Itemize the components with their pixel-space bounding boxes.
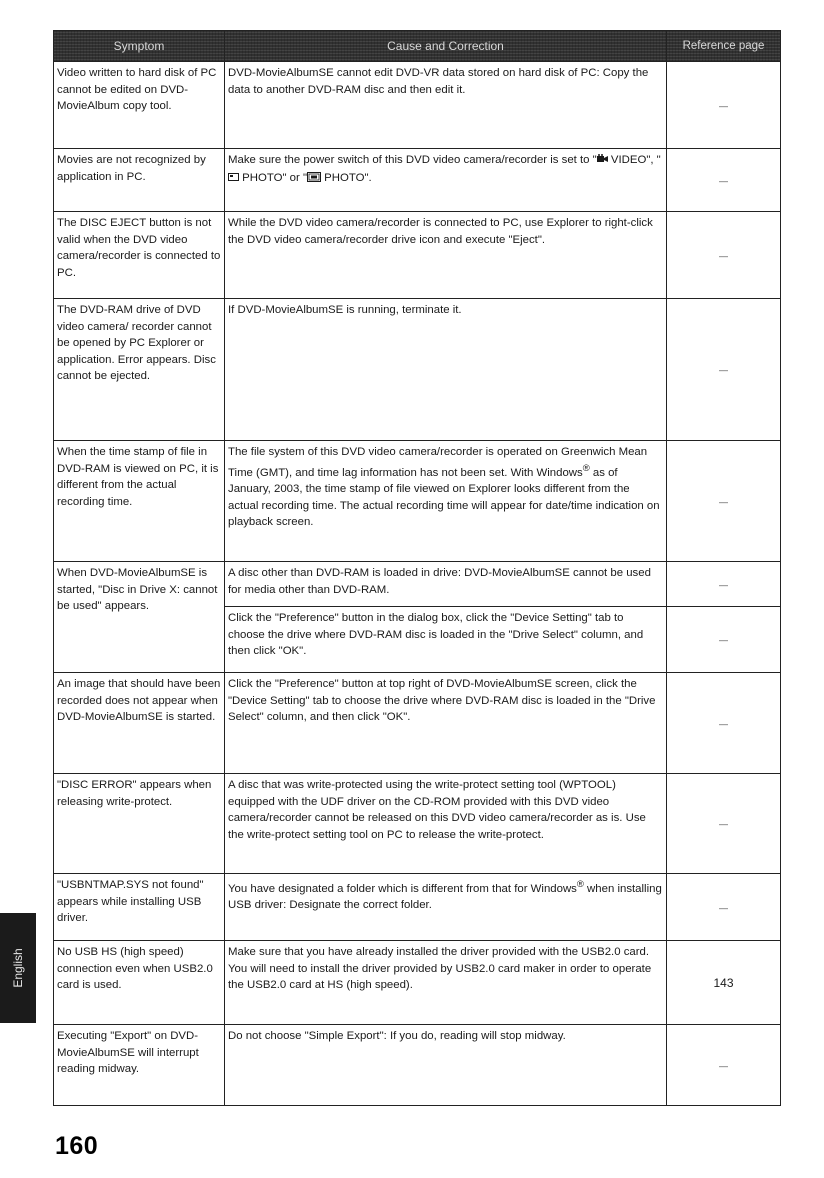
- reference-value: —: [719, 175, 728, 186]
- cause-cell: DVD-MovieAlbumSE cannot edit DVD-VR data stored on hard disk of PC: Copy the data to another DVD-RAM disc and then edit it.: [225, 62, 667, 149]
- reference-value: —: [719, 819, 728, 830]
- symptom-cell: No USB HS (high speed) connection even when USB2.0 card is used.: [54, 941, 225, 1025]
- symptom-cell: "USBNTMAP.SYS not found" appears while installing USB driver.: [54, 874, 225, 941]
- table-row: [54, 149, 781, 212]
- cause-cell: Do not choose "Simple Export": If you do, reading will stop midway.: [225, 1025, 667, 1106]
- reference-cell: [667, 149, 781, 212]
- reference-value: —: [719, 496, 728, 507]
- table-row: [54, 212, 781, 299]
- reference-value: —: [719, 718, 728, 729]
- header-cause-and-correction: Cause and Correction: [225, 31, 667, 62]
- registered-mark: ®: [576, 879, 584, 890]
- reference-cell: [667, 673, 781, 774]
- reference-cell: [667, 299, 781, 441]
- photo-card-icon: [307, 171, 321, 188]
- cause-cell: While the DVD video camera/recorder is connected to PC, use Explorer to right-click the DVD video camera/recorder drive icon and execute "Eject".: [225, 212, 667, 299]
- registered-mark: ®: [582, 462, 590, 474]
- cause-cell: Click the "Preference" button at top right of DVD-MovieAlbumSE screen, click the "Device Setting" tab to choose the drive where DVD-RAM disc is loaded in the "Drive Select" column, and then click "OK".: [225, 673, 667, 774]
- reference-cell: [667, 874, 781, 941]
- symptom-cell: The DISC EJECT button is not valid when the DVD video camera/recorder is connected to PC.: [54, 212, 225, 299]
- table-header-row: [54, 31, 781, 62]
- reference-value: —: [719, 579, 728, 590]
- symptom-cell: Executing "Export" on DVD-MovieAlbumSE will interrupt reading midway.: [54, 1025, 225, 1106]
- reference-cell: [667, 62, 781, 149]
- symptom-cell: Movies are not recognized by application in PC.: [54, 149, 225, 212]
- reference-value: —: [719, 100, 728, 111]
- table-row: [54, 1025, 781, 1106]
- table-row: [54, 299, 781, 441]
- header-reference-page: Reference page: [667, 31, 781, 62]
- reference-cell: [667, 562, 781, 607]
- page-number: 160: [55, 1132, 99, 1160]
- reference-value: 143: [713, 975, 734, 990]
- table-row: [54, 673, 781, 774]
- symptom-cell: An image that should have been recorded does not appear when DVD-MovieAlbumSE is started.: [54, 673, 225, 774]
- reference-cell: [667, 1025, 781, 1106]
- cause-cell: If DVD-MovieAlbumSE is running, terminate it.: [225, 299, 667, 441]
- table-row: [54, 441, 781, 562]
- cause-cell: Click the "Preference" button in the dialog box, click the "Device Setting" tab to choose the drive where DVD-RAM disc is loaded in the "Drive Select" column, and then click "OK".: [225, 607, 667, 673]
- symptom-cell: When DVD-MovieAlbumSE is started, "Disc in Drive X: cannot be used" appears.: [54, 562, 225, 673]
- troubleshooting-table: [53, 30, 781, 1106]
- reference-cell: [667, 774, 781, 874]
- symptom-cell: The DVD-RAM drive of DVD video camera/ recorder cannot be opened by PC Explorer or application. Error appears. Disc cannot be ejected.: [54, 299, 225, 441]
- cause-cell: Make sure the power switch of this DVD video camera/recorder is set to " VIDEO", " PHOTO" or " PHOTO".: [225, 149, 667, 212]
- header-symptom: Symptom: [54, 31, 225, 62]
- symptom-cell: Video written to hard disk of PC cannot be edited on DVD-MovieAlbum copy tool.: [54, 62, 225, 149]
- reference-cell: [667, 441, 781, 562]
- cause-cell: A disc that was write-protected using the write-protect setting tool (WPTOOL) equipped with the UDF driver on the CD-ROM provided with this DVD video camera/recorder cannot be released on this DVD video camera/recorder as is. Use the write-protect setting tool on PC to release the write-protect.: [225, 774, 667, 874]
- symptom-cell: When the time stamp of file in DVD-RAM is viewed on PC, it is different from the actual recording time.: [54, 441, 225, 562]
- cause-cell: You have designated a folder which is different from that for Windows® when installing USB driver: Designate the correct folder.: [225, 874, 667, 941]
- table-row: [54, 874, 781, 941]
- reference-cell: [667, 212, 781, 299]
- table-row: [54, 62, 781, 149]
- table-row: [54, 562, 781, 607]
- language-side-tab: [0, 913, 36, 1023]
- movie-camera-icon: [597, 153, 608, 170]
- cause-cell: A disc other than DVD-RAM is loaded in drive: DVD-MovieAlbumSE cannot be used for media other than DVD-RAM.: [225, 562, 667, 607]
- photo-frame-icon: [228, 171, 239, 188]
- language-label: English: [11, 948, 25, 988]
- cause-cell: The file system of this DVD video camera/recorder is operated on Greenwich Mean Time (GMT), and time lag information has not been set. With Windows® as of January, 2003, the time stamp of file viewed on Explorer looks different from the actual recording time. The actual recording time will appear for date/time indication on playback screen.: [225, 441, 667, 562]
- reference-value: —: [719, 902, 728, 913]
- symptom-cell: "DISC ERROR" appears when releasing write-protect.: [54, 774, 225, 874]
- reference-cell: [667, 941, 781, 1025]
- cause-cell: Make sure that you have already installed the driver provided with the USB2.0 card. You will need to install the driver provided by USB2.0 card maker in order to operate the USB2.0 card at HS (high speed).: [225, 941, 667, 1025]
- table-row: [54, 774, 781, 874]
- reference-value: —: [719, 1060, 728, 1071]
- reference-cell: [667, 607, 781, 673]
- reference-value: —: [719, 635, 728, 646]
- reference-value: —: [719, 365, 728, 376]
- reference-value: —: [719, 250, 728, 261]
- table-row: [54, 941, 781, 1025]
